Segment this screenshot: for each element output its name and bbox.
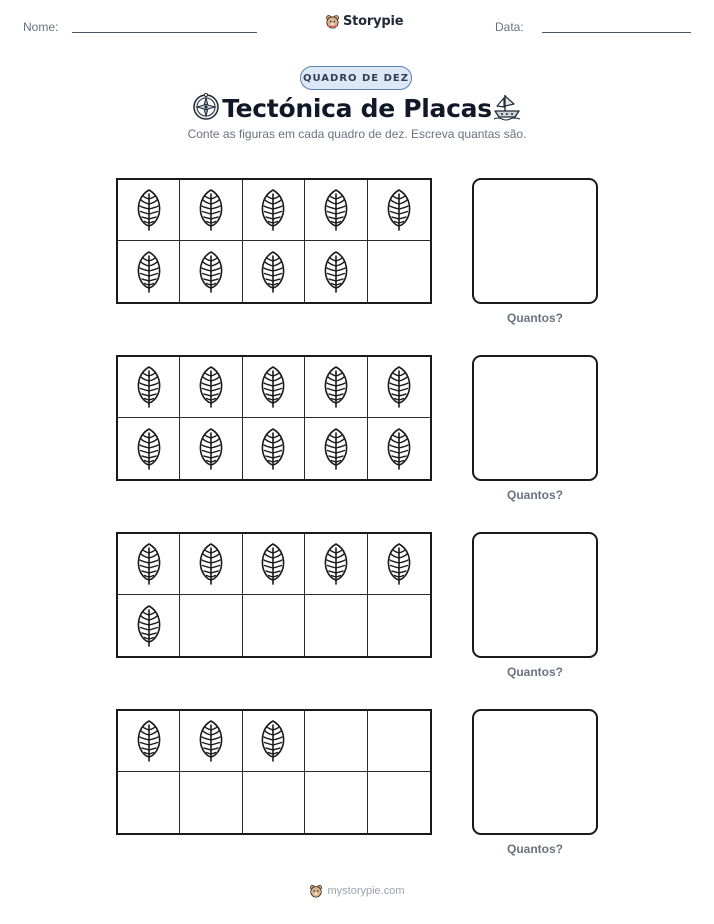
bear-icon: [309, 884, 323, 898]
date-label: Data:: [495, 20, 524, 34]
leaf-icon: [259, 719, 287, 763]
leaf-icon: [322, 250, 350, 294]
answer-box[interactable]: [472, 709, 598, 835]
ten-frame-cell: [368, 418, 430, 479]
answer-label: Quantos?: [507, 665, 563, 679]
answer-box[interactable]: [472, 178, 598, 304]
ten-frame-cell: [243, 357, 305, 418]
leaf-icon: [259, 542, 287, 586]
ten-frame-cell: [368, 711, 430, 772]
ten-frame-cell: [368, 772, 430, 833]
ten-frame-cell: [243, 772, 305, 833]
ten-frame-cell: [180, 772, 242, 833]
page-title: Tectónica de Placas: [222, 93, 492, 123]
answer-label: Quantos?: [507, 311, 563, 325]
brand-name: Storypie: [343, 14, 404, 29]
ten-frame-cell: [243, 595, 305, 656]
leaf-icon: [385, 427, 413, 471]
answer-box[interactable]: [472, 355, 598, 481]
ten-frame: [116, 355, 432, 481]
leaf-icon: [322, 542, 350, 586]
leaf-icon: [197, 250, 225, 294]
ten-frame: [116, 178, 432, 304]
leaf-icon: [259, 188, 287, 232]
ten-frame-cell: [368, 357, 430, 418]
answer-box[interactable]: [472, 532, 598, 658]
ten-frame-cell: [118, 180, 180, 241]
ship-icon: [492, 92, 522, 122]
ten-frame-cell: [118, 357, 180, 418]
footer-url: mystorypie.com: [327, 885, 405, 897]
leaf-icon: [259, 365, 287, 409]
date-line[interactable]: [542, 32, 691, 33]
name-line[interactable]: [72, 32, 257, 33]
ten-frame-cell: [180, 595, 242, 656]
ten-frame-cell: [243, 534, 305, 595]
ten-frame-cell: [118, 241, 180, 302]
ten-frame-cell: [180, 357, 242, 418]
ten-frame-cell: [305, 180, 367, 241]
leaf-icon: [197, 365, 225, 409]
ten-frame: [116, 532, 432, 658]
ten-frame-cell: [305, 357, 367, 418]
leaf-icon: [385, 542, 413, 586]
leaf-icon: [385, 188, 413, 232]
leaf-icon: [197, 542, 225, 586]
ten-frame-cell: [243, 711, 305, 772]
ten-frame-cell: [305, 711, 367, 772]
leaf-icon: [259, 250, 287, 294]
ten-frame-cell: [180, 534, 242, 595]
leaf-icon: [135, 427, 163, 471]
ten-frame-cell: [305, 418, 367, 479]
ten-frame-cell: [243, 180, 305, 241]
ten-frame-cell: [243, 418, 305, 479]
ten-frame-cell: [180, 711, 242, 772]
leaf-icon: [322, 365, 350, 409]
bear-icon: [325, 14, 340, 29]
ten-frame-cell: [118, 418, 180, 479]
leaf-icon: [385, 365, 413, 409]
ten-frame-cell: [305, 595, 367, 656]
answer-label: Quantos?: [507, 842, 563, 856]
leaf-icon: [135, 719, 163, 763]
ten-frame-cell: [305, 772, 367, 833]
leaf-icon: [135, 365, 163, 409]
leaf-icon: [322, 427, 350, 471]
leaf-icon: [259, 427, 287, 471]
worksheet-type-badge: QUADRO DE DEZ: [300, 66, 412, 90]
ten-frame-cell: [180, 241, 242, 302]
name-label: Nome:: [23, 20, 59, 34]
leaf-icon: [135, 188, 163, 232]
ten-frame-cell: [118, 595, 180, 656]
ten-frame-cell: [118, 534, 180, 595]
ten-frame-cell: [243, 241, 305, 302]
leaf-icon: [135, 250, 163, 294]
brand-logo: [325, 14, 403, 29]
footer: [0, 884, 714, 898]
instructions: Conte as figuras em cada quadro de dez. Escreva quantas são.: [187, 127, 527, 141]
ten-frame-cell: [368, 241, 430, 302]
ten-frame-cell: [180, 418, 242, 479]
ten-frame: [116, 709, 432, 835]
leaf-icon: [197, 188, 225, 232]
answer-label: Quantos?: [507, 488, 563, 502]
ten-frame-cell: [368, 595, 430, 656]
ten-frame-cell: [305, 534, 367, 595]
ten-frame-cell: [118, 772, 180, 833]
ten-frame-cell: [180, 180, 242, 241]
leaf-icon: [135, 542, 163, 586]
leaf-icon: [322, 188, 350, 232]
ten-frame-cell: [368, 534, 430, 595]
ten-frame-cell: [368, 180, 430, 241]
leaf-icon: [135, 604, 163, 648]
ten-frame-cell: [305, 241, 367, 302]
leaf-icon: [197, 719, 225, 763]
leaf-icon: [197, 427, 225, 471]
ten-frame-cell: [118, 711, 180, 772]
